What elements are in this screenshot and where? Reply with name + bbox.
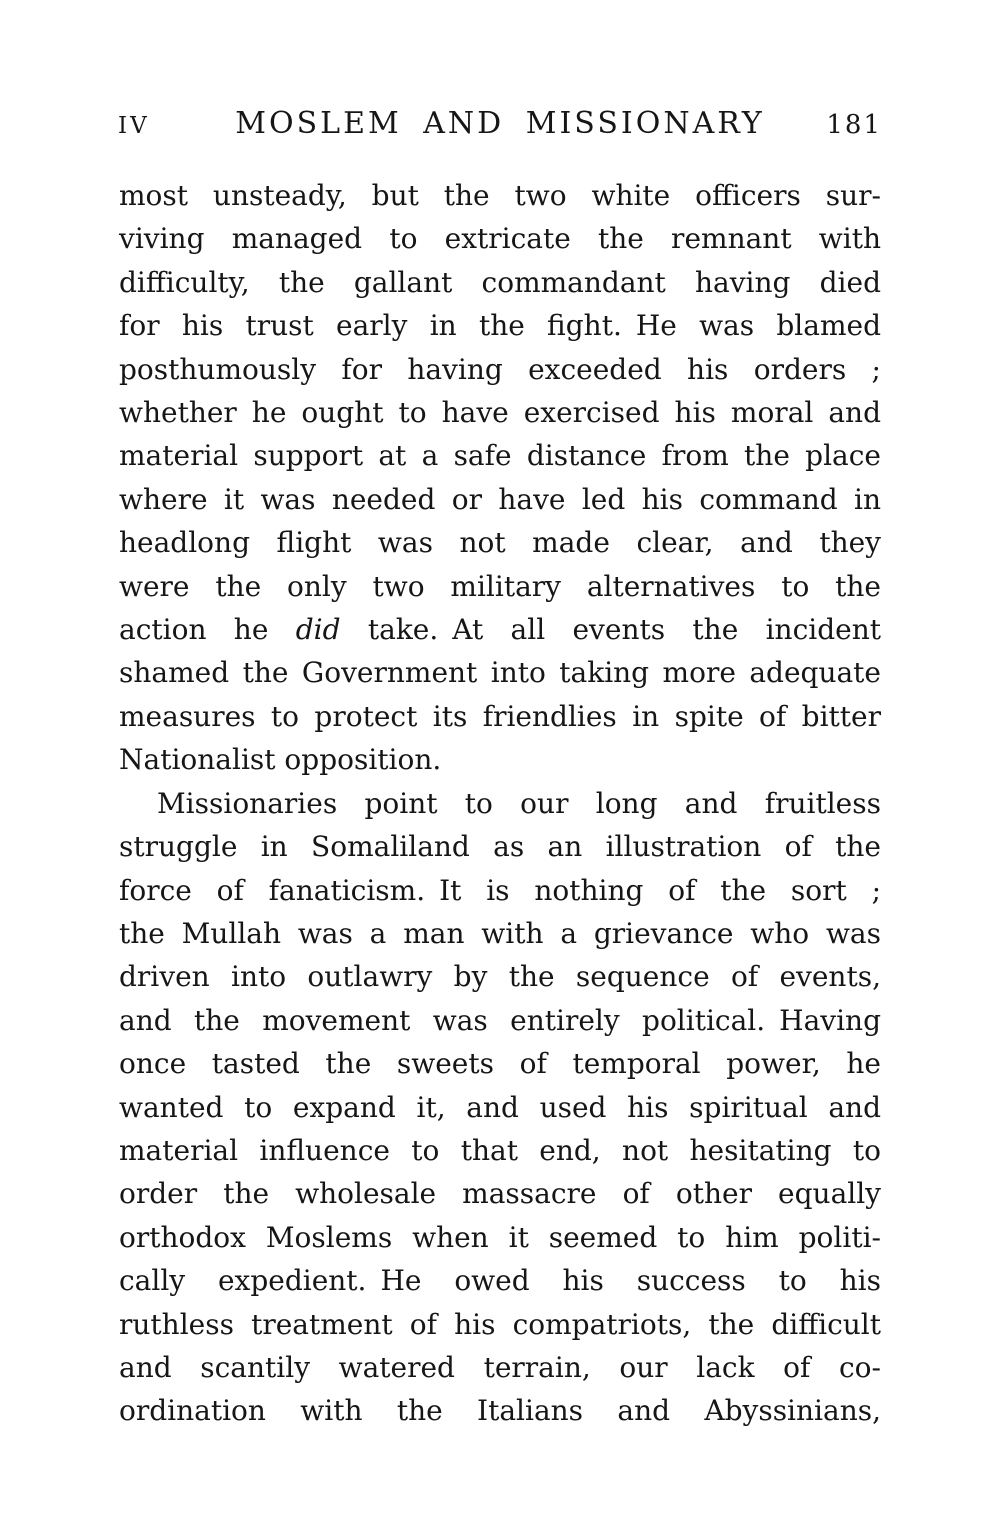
text-line: difficulty, the gallant commandant having died bbox=[119, 265, 881, 299]
text-line: posthumously for having exceeded his orders ; bbox=[119, 352, 881, 386]
text-line: material support at a safe distance from the place bbox=[119, 439, 881, 473]
text-line: cally expedient. He owed his success to his bbox=[119, 1264, 881, 1298]
text-line: Nationalist opposition. bbox=[119, 743, 442, 777]
text-line: where it was needed or have led his command in bbox=[119, 482, 881, 516]
text-line: viving managed to extricate the remnant with bbox=[119, 222, 881, 256]
chapter-number: IV bbox=[118, 113, 150, 139]
body-text bbox=[119, 174, 881, 1433]
text-line: headlong flight was not made clear, and they bbox=[119, 526, 881, 560]
page-number: 181 bbox=[826, 110, 882, 140]
text-line: action he did take. At all events the incident bbox=[119, 613, 881, 647]
text-line: struggle in Somaliland as an illustration of the bbox=[119, 830, 881, 864]
running-title: MOSLEM AND MISSIONARY bbox=[235, 106, 765, 141]
text-line: ruthless treatment of his compatriots, the difficult bbox=[119, 1307, 881, 1341]
text-line: were the only two military alternatives to the bbox=[119, 569, 881, 603]
text-line: for his trust early in the fight. He was blamed bbox=[119, 309, 881, 343]
text-line: whether he ought to have exercised his moral and bbox=[119, 396, 881, 430]
text-line: driven into outlawry by the sequence of events, bbox=[119, 960, 881, 994]
text-line: shamed the Government into taking more adequate bbox=[119, 656, 881, 690]
text-line: Missionaries point to our long and fruitless bbox=[157, 786, 881, 820]
text-line: most unsteady, but the two white officers sur- bbox=[119, 179, 881, 212]
text-line: order the wholesale massacre of other equally bbox=[119, 1177, 881, 1211]
running-header bbox=[118, 106, 882, 141]
text-line: and the movement was entirely political. Having bbox=[119, 1003, 881, 1037]
text-line: the Mullah was a man with a grievance who was bbox=[119, 916, 881, 950]
text-line: and scantily watered terrain, our lack of co- bbox=[119, 1350, 881, 1384]
text-line: wanted to expand it, and used his spiritual and bbox=[119, 1090, 881, 1124]
text-line: once tasted the sweets of temporal power, he bbox=[119, 1047, 881, 1081]
text-line: ordination with the Italians and Abyssinians, bbox=[119, 1394, 881, 1428]
text-line: force of fanaticism. It is nothing of the sort ; bbox=[119, 873, 881, 907]
text-line: orthodox Moslems when it seemed to him politi- bbox=[119, 1220, 881, 1254]
text-line: measures to protect its friendlies in spite of bitter bbox=[119, 699, 881, 733]
text-line: material influence to that end, not hesitating to bbox=[119, 1133, 881, 1167]
